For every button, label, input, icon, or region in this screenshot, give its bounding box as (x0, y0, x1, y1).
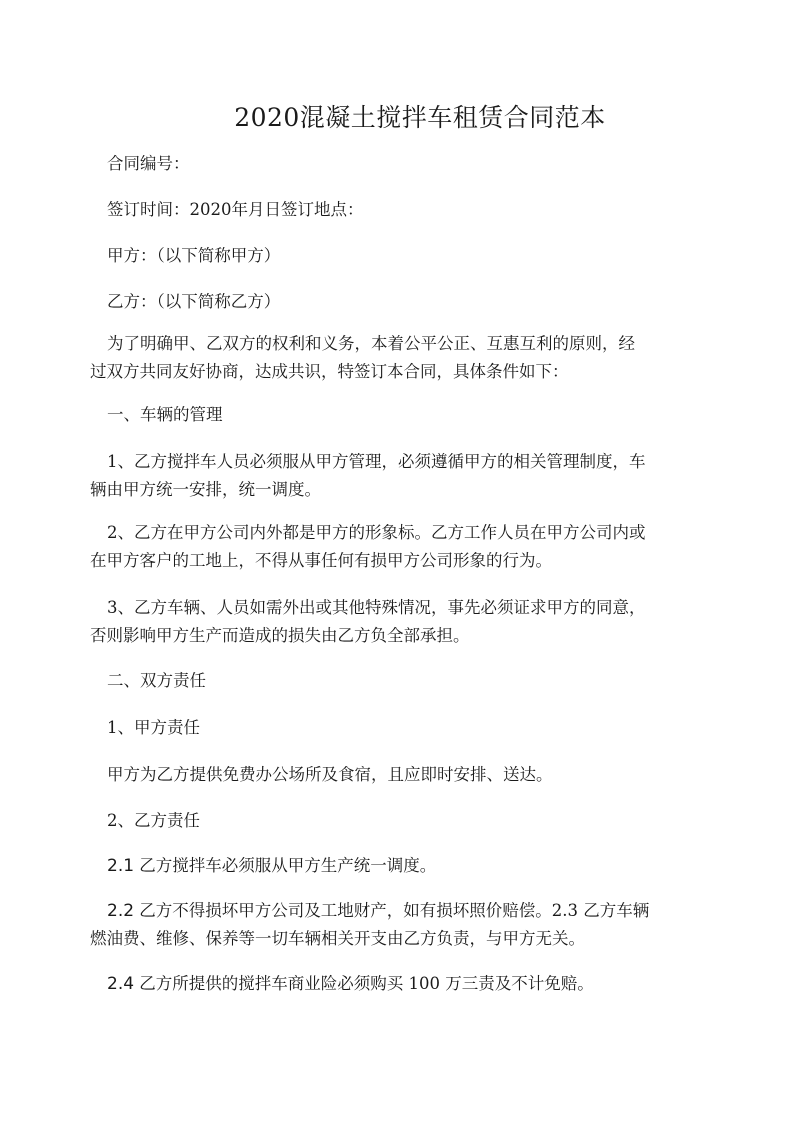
section-1-item-2-line-1: 2、乙方在甲方公司内外都是甲方的形象标。乙方工作人员在甲方公司内或 (107, 523, 646, 542)
section-1-heading: 一、车辆的管理 (107, 405, 223, 424)
party-a-line: 甲方：（以下简称甲方） (107, 246, 281, 265)
party-b-line: 乙方：（以下简称乙方） (107, 292, 281, 311)
item-2-2-line-1 (107, 901, 649, 921)
intro-paragraph-line-1: 为了明确甲、乙双方的权利和义务，本着公平公正、互惠互利的原则，经 (107, 334, 635, 353)
contract-number-line: 合同编号： (107, 154, 190, 173)
item-2-4-line (107, 974, 594, 994)
item-2-1-number: 2.1 (107, 856, 135, 876)
item-2-2-number: 2.2 (107, 901, 135, 921)
section-1-item-2-line-2: 在甲方客户的工地上，不得从事任何有损甲方公司形象的行为。 (90, 551, 552, 570)
item-2-1-line (107, 856, 436, 876)
item-2-4-number: 2.4 (107, 974, 135, 994)
item-2-2-text: 乙方不得损坏甲方公司及工地财产，如有损坏照价赔偿。2.3 乙方车辆 (134, 901, 650, 920)
section-1-item-1-line-1: 1、乙方搅拌车人员必须服从甲方管理，必须遵循甲方的相关管理制度，车 (107, 452, 646, 471)
item-2-1-text: 乙方搅拌车必须服从甲方生产统一调度。 (134, 856, 437, 875)
section-1-item-3-line-2: 否则影响甲方生产而造成的损失由乙方负全部承担。 (90, 626, 470, 645)
sign-info-line: 签订时间：2020年月日签订地点： (107, 200, 364, 219)
item-2-2-line-2: 燃油费、维修、保养等一切车辆相关开支由乙方负责，与甲方无关。 (90, 929, 585, 948)
item-2-4-text: 乙方所提供的搅拌车商业险必须购买 100 万三责及不计免赔。 (134, 974, 594, 993)
section-2-heading: 二、双方责任 (107, 671, 206, 690)
section-2-subheading-1: 1、甲方责任 (107, 718, 200, 737)
section-2-sub-1-text: 甲方为乙方提供免费办公场所及食宿，且应即时安排、送达。 (107, 765, 553, 784)
section-1-item-3-line-1: 3、乙方车辆、人员如需外出或其他特殊情况，事先必须证求甲方的同意， (107, 598, 646, 617)
intro-paragraph-line-2: 过双方共同友好协商，达成共识，特签订本合同，具体条件如下： (90, 362, 569, 381)
document-title: 2020混凝土搅拌车租赁合同范本 (234, 103, 606, 132)
section-1-item-1-line-2: 辆由甲方统一安排，统一调度。 (90, 480, 321, 499)
section-2-subheading-2: 2、乙方责任 (107, 811, 200, 830)
